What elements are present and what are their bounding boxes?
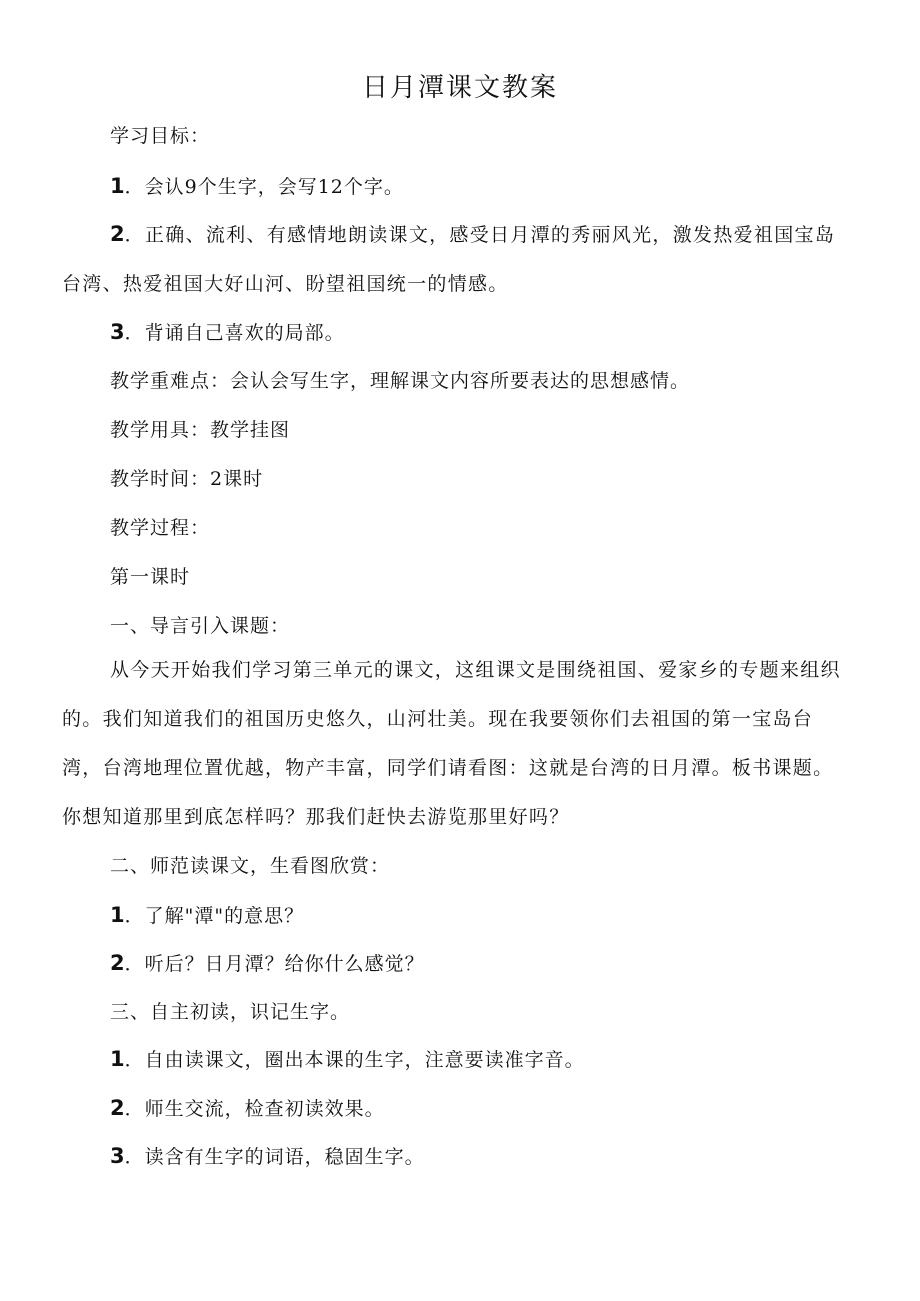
item-number: 1 bbox=[110, 1047, 125, 1071]
section-3-item-1 bbox=[110, 1043, 585, 1076]
first-lesson-heading: 第一课时 bbox=[110, 566, 191, 588]
section-2-item-1 bbox=[110, 899, 304, 932]
objective-text: ．正确、流利、有感情地朗读课文，感受日月潭的秀丽风光，激发热爱祖国宝岛台湾、热爱祖国大好山河、盼望祖国统一的情感。 bbox=[62, 224, 836, 295]
item-text: ．听后？日月潭？给你什么感觉？ bbox=[124, 953, 425, 975]
teaching-time: 教学时间：2课时 bbox=[110, 468, 264, 490]
document-title: 日月潭课文教案 bbox=[361, 73, 558, 103]
objectives-heading: 学习目标： bbox=[110, 125, 211, 147]
teaching-aids: 教学用具：教学挂图 bbox=[110, 419, 291, 441]
section-3-heading: 三、自主初读，识记生字。 bbox=[110, 1001, 351, 1023]
objective-item-2 bbox=[62, 210, 852, 309]
objective-item-1 bbox=[110, 170, 404, 203]
objective-item-3 bbox=[110, 316, 345, 349]
section-1-heading: 一、导言引入课题： bbox=[110, 615, 291, 637]
item-text: ．读含有生字的词语，稳固生字。 bbox=[124, 1146, 425, 1168]
item-number: 2 bbox=[110, 951, 125, 975]
item-number: 2 bbox=[110, 1096, 125, 1120]
process-heading: 教学过程： bbox=[110, 517, 211, 539]
section-3-item-3 bbox=[110, 1140, 425, 1173]
section-3-item-2 bbox=[110, 1092, 385, 1125]
objective-number: 1 bbox=[110, 174, 125, 198]
section-1-body: 从今天开始我们学习第三单元的课文，这组课文是围绕祖国、爱家乡的专题来组织的。我们知道我们的祖国历史悠久，山河壮美。现在我要领你们去祖国的第一宝岛台湾，台湾地理位置优越，物产丰富，同学们请看图：这就是台湾的日月潭。板书课题。你想知道那里到底怎样吗？那我们赶快去游览那里好吗？ bbox=[62, 659, 841, 828]
item-text: ．了解"潭"的意思？ bbox=[124, 905, 305, 927]
objective-number: 2 bbox=[110, 222, 125, 246]
objective-text: ．会认9个生字，会写12个字。 bbox=[124, 176, 404, 198]
objective-number: 3 bbox=[110, 320, 125, 344]
item-number: 3 bbox=[110, 1144, 125, 1168]
key-points: 教学重难点：会认会写生字，理解课文内容所要表达的思想感情。 bbox=[110, 370, 691, 392]
item-number: 1 bbox=[110, 903, 125, 927]
item-text: ．自由读课文，圈出本课的生字，注意要读准字音。 bbox=[124, 1049, 585, 1071]
objective-text: ．背诵自己喜欢的局部。 bbox=[124, 322, 345, 344]
item-text: ．师生交流，检查初读效果。 bbox=[124, 1098, 385, 1120]
section-2-heading: 二、师范读课文，生看图欣赏： bbox=[110, 855, 391, 877]
section-2-item-2 bbox=[110, 947, 425, 980]
